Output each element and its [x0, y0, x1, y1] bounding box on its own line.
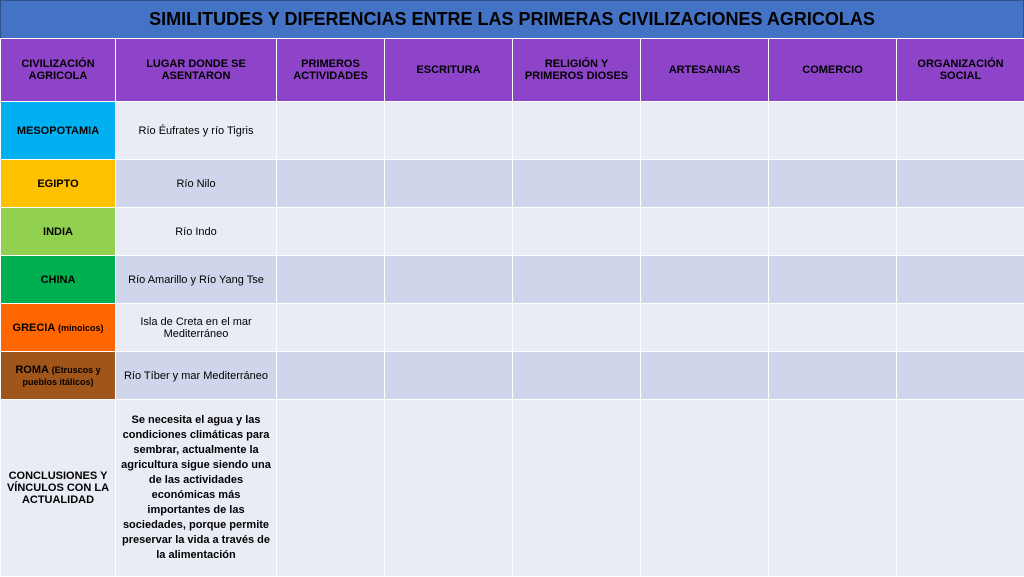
empty-cell — [277, 400, 385, 577]
empty-cell — [385, 400, 513, 577]
civilization-label: EGIPTO — [37, 178, 78, 190]
location-cell: Río Nilo — [116, 160, 277, 208]
empty-cell — [277, 352, 385, 400]
civilization-name — [1, 352, 116, 400]
empty-cell — [277, 160, 385, 208]
empty-cell — [385, 352, 513, 400]
empty-cell — [641, 304, 769, 352]
civilization-note: (Etruscos y pueblos itálicos) — [22, 365, 100, 387]
empty-cell — [897, 352, 1024, 400]
header-social-organization: ORGANIZACIÓN SOCIAL — [897, 39, 1024, 102]
empty-cell — [641, 208, 769, 256]
empty-cell — [513, 256, 641, 304]
empty-cell — [513, 160, 641, 208]
comparison-table — [0, 38, 1024, 577]
header-crafts: ARTESANIAS — [641, 39, 769, 102]
table-row — [1, 352, 1024, 400]
location-cell: Río Tíber y mar Mediterráneo — [116, 352, 277, 400]
table-row — [1, 304, 1024, 352]
empty-cell — [277, 102, 385, 160]
table-row — [1, 102, 1024, 160]
civilization-name — [1, 102, 116, 160]
table-row — [1, 256, 1024, 304]
table-row — [1, 160, 1024, 208]
header-religion: RELIGIÓN Y PRIMEROS DIOSES — [513, 39, 641, 102]
conclusion-row — [1, 400, 1024, 577]
empty-cell — [641, 160, 769, 208]
empty-cell — [277, 208, 385, 256]
empty-cell — [769, 208, 897, 256]
empty-cell — [897, 400, 1024, 577]
empty-cell — [897, 208, 1024, 256]
table-title: SIMILITUDES Y DIFERENCIAS ENTRE LAS PRIMERAS CIVILIZACIONES AGRICOLAS — [0, 0, 1024, 39]
empty-cell — [385, 160, 513, 208]
civilization-label: MESOPOTAMIA — [17, 125, 99, 137]
header-civilization: CIVILIZACIÓN AGRICOLA — [1, 39, 116, 102]
location-cell: Río Indo — [116, 208, 277, 256]
empty-cell — [277, 304, 385, 352]
empty-cell — [769, 160, 897, 208]
empty-cell — [385, 102, 513, 160]
empty-cell — [769, 352, 897, 400]
empty-cell — [641, 256, 769, 304]
empty-cell — [641, 352, 769, 400]
civilization-label: CHINA — [41, 274, 76, 286]
civilization-label: GRECIA — [13, 322, 55, 334]
header-writing: ESCRITURA — [385, 39, 513, 102]
empty-cell — [513, 208, 641, 256]
header-row — [1, 39, 1024, 102]
empty-cell — [897, 102, 1024, 160]
empty-cell — [897, 160, 1024, 208]
header-first-activities: PRIMEROS ACTIVIDADES — [277, 39, 385, 102]
empty-cell — [769, 400, 897, 577]
empty-cell — [769, 304, 897, 352]
empty-cell — [769, 102, 897, 160]
empty-cell — [641, 400, 769, 577]
empty-cell — [641, 102, 769, 160]
civilization-name — [1, 208, 116, 256]
civilization-name — [1, 160, 116, 208]
empty-cell — [769, 256, 897, 304]
location-cell: Isla de Creta en el mar Mediterráneo — [116, 304, 277, 352]
civilization-note: (minoicos) — [58, 323, 104, 333]
header-location: LUGAR DONDE SE ASENTARON — [116, 39, 277, 102]
civilization-label: INDIA — [43, 226, 73, 238]
empty-cell — [897, 304, 1024, 352]
empty-cell — [513, 400, 641, 577]
empty-cell — [277, 256, 385, 304]
empty-cell — [513, 352, 641, 400]
empty-cell — [513, 304, 641, 352]
empty-cell — [385, 304, 513, 352]
civilization-name — [1, 256, 116, 304]
empty-cell — [897, 256, 1024, 304]
empty-cell — [513, 102, 641, 160]
empty-cell — [385, 208, 513, 256]
table-row — [1, 208, 1024, 256]
empty-cell — [385, 256, 513, 304]
conclusion-text: Se necesita el agua y las condiciones climáticas para sembrar, actualmente la agricultura sigue siendo una de las actividades económicas más importantes de las sociedades, porque permite preservar la vida a través de la alimentación — [116, 400, 277, 577]
header-commerce: COMERCIO — [769, 39, 897, 102]
location-cell: Río Éufrates y río Tigris — [116, 102, 277, 160]
civilization-label: ROMA — [15, 364, 48, 376]
location-cell: Río Amarillo y Río Yang Tse — [116, 256, 277, 304]
conclusion-label: CONCLUSIONES Y VÍNCULOS CON LA ACTUALIDAD — [1, 400, 116, 577]
civilization-name — [1, 304, 116, 352]
